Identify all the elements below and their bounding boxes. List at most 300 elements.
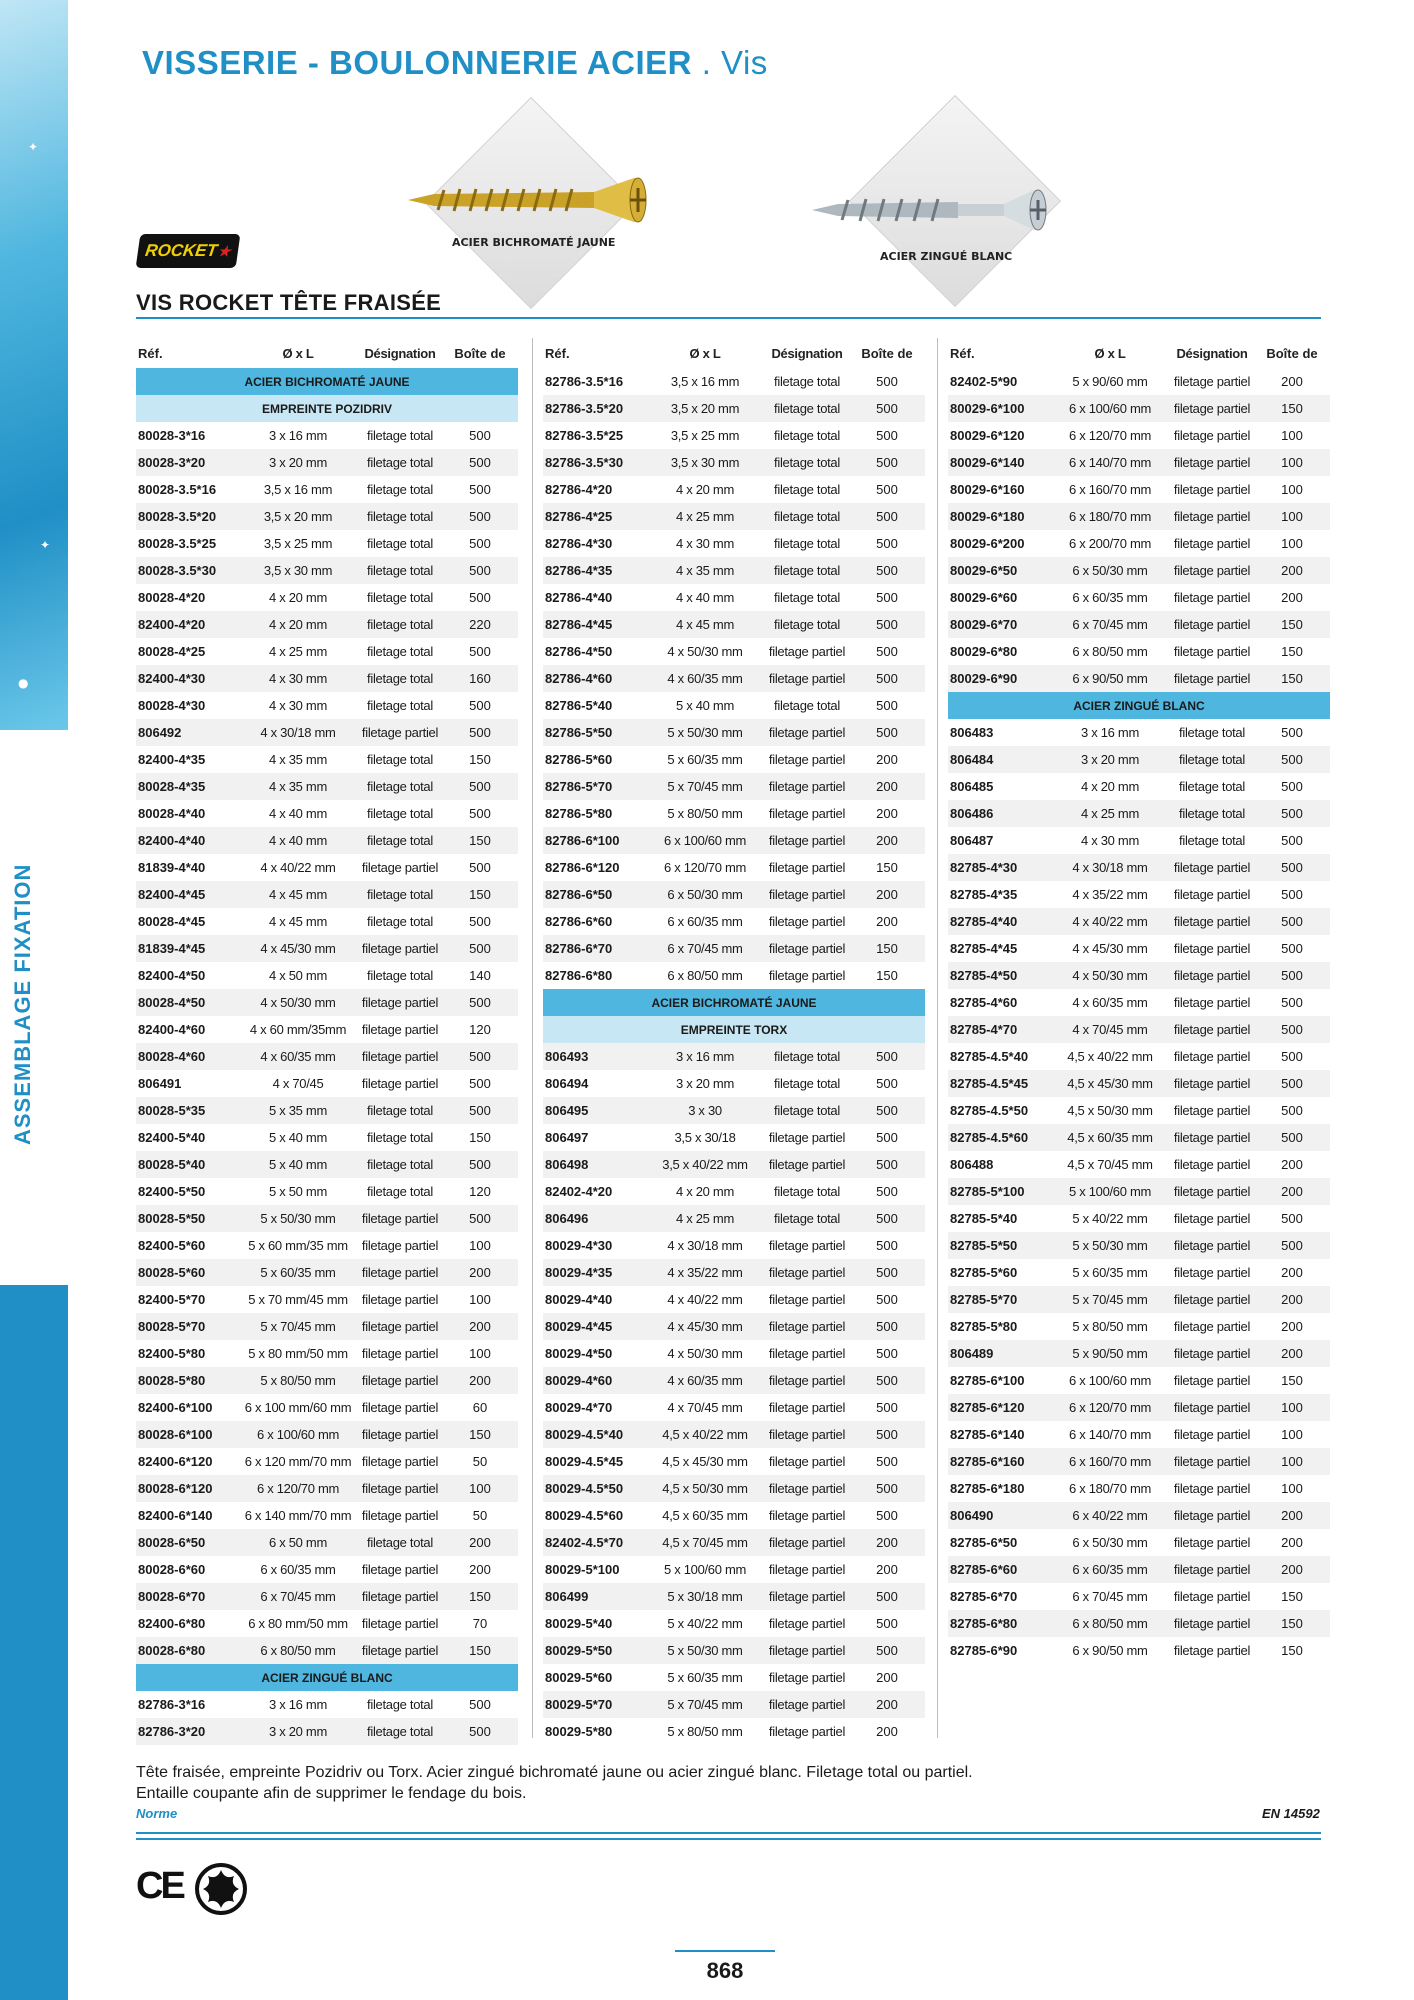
cell-box-qty: 500 <box>1281 995 1303 1010</box>
cell-ref: 82786-3.5*25 <box>545 428 624 443</box>
cell-ref: 806489 <box>950 1346 994 1361</box>
cell-designation: filetage partiel <box>361 1346 439 1361</box>
cell-ref: 80029-6*60 <box>950 590 1018 605</box>
cell-dimension: 3,5 x 25 mm <box>263 536 333 551</box>
table-row <box>948 1232 1330 1259</box>
table-row <box>136 503 518 530</box>
table-row <box>543 1313 925 1340</box>
cell-ref: 82785-4*50 <box>950 968 1018 983</box>
side-decor-strip <box>0 0 68 730</box>
cell-designation: filetage partiel <box>768 1238 846 1253</box>
table-row <box>543 1340 925 1367</box>
cell-designation: filetage total <box>367 509 433 524</box>
cell-box-qty: 220 <box>469 617 491 632</box>
table-row <box>948 368 1330 395</box>
cell-box-qty: 500 <box>1281 941 1303 956</box>
cell-dimension: 4 x 50/30 mm <box>667 1346 743 1361</box>
header-box: Boîte de <box>861 345 913 361</box>
cell-dimension: 4 x 40 mm <box>269 833 327 848</box>
cell-designation: filetage total <box>367 1103 433 1118</box>
cell-designation: filetage partiel <box>768 941 846 956</box>
cell-box-qty: 500 <box>876 509 898 524</box>
table-row <box>136 935 518 962</box>
cell-designation: filetage total <box>367 590 433 605</box>
cell-dimension: 6 x 50/30 mm <box>667 887 743 902</box>
cell-designation: filetage partiel <box>361 1022 439 1037</box>
cell-box-qty: 200 <box>1281 1562 1303 1577</box>
cell-ref: 82785-5*60 <box>950 1265 1018 1280</box>
cell-dimension: 3 x 20 mm <box>1081 752 1139 767</box>
cell-designation: filetage total <box>367 563 433 578</box>
cell-box-qty: 500 <box>1281 887 1303 902</box>
cell-designation: filetage partiel <box>1173 1076 1251 1091</box>
table-row <box>948 1313 1330 1340</box>
rocket-logo <box>136 234 241 268</box>
table-row <box>948 422 1330 449</box>
cell-box-qty: 200 <box>876 752 898 767</box>
cell-designation: filetage partiel <box>1173 1427 1251 1442</box>
cell-ref: 80028-4*50 <box>138 995 206 1010</box>
cell-dimension: 6 x 70/45 mm <box>1072 1589 1148 1604</box>
cell-dimension: 6 x 80/50 mm <box>260 1643 336 1658</box>
table-row <box>136 1448 518 1475</box>
cell-box-qty: 150 <box>469 887 491 902</box>
cell-box-qty: 500 <box>876 698 898 713</box>
cell-box-qty: 150 <box>1281 1589 1303 1604</box>
cell-dimension: 4,5 x 70/45 mm <box>1067 1157 1153 1172</box>
cell-designation: filetage partiel <box>1173 1292 1251 1307</box>
cell-dimension: 3 x 30 <box>688 1103 722 1118</box>
cell-box-qty: 500 <box>876 590 898 605</box>
cell-box-qty: 150 <box>1281 644 1303 659</box>
table-row <box>948 1556 1330 1583</box>
cell-designation: filetage partiel <box>1173 1346 1251 1361</box>
cell-box-qty: 200 <box>1281 374 1303 389</box>
table-row <box>543 665 925 692</box>
cell-dimension: 4 x 20 mm <box>1081 779 1139 794</box>
cell-box-qty: 500 <box>876 725 898 740</box>
cell-dimension: 4 x 45/30 mm <box>667 1319 743 1334</box>
cell-designation: filetage total <box>367 1130 433 1145</box>
cell-ref: 80029-4*30 <box>545 1238 613 1253</box>
cell-ref: 82786-6*60 <box>545 914 613 929</box>
footer-divider <box>136 1832 1321 1834</box>
cell-box-qty: 60 <box>472 1400 488 1415</box>
cell-dimension: 4 x 60/35 mm <box>1072 995 1148 1010</box>
subcategory-band: EMPREINTE TORX <box>543 1016 925 1043</box>
cell-designation: filetage partiel <box>1173 590 1251 605</box>
cell-ref: 82785-4*60 <box>950 995 1018 1010</box>
cell-dimension: 6 x 100/60 mm <box>1068 1373 1152 1388</box>
table-row <box>136 773 518 800</box>
footer-divider <box>136 1838 1321 1840</box>
cell-designation: filetage partiel <box>1173 860 1251 875</box>
cell-designation: filetage partiel <box>1173 1184 1251 1199</box>
cell-box-qty: 100 <box>1281 509 1303 524</box>
header-designation: Désignation <box>1176 345 1248 361</box>
cell-box-qty: 150 <box>469 752 491 767</box>
cell-ref: 82400-6*140 <box>138 1508 213 1523</box>
table-row <box>136 1691 518 1718</box>
cell-dimension: 4,5 x 45/30 mm <box>1067 1076 1153 1091</box>
table-row <box>543 881 925 908</box>
cell-designation: filetage partiel <box>768 644 846 659</box>
cell-ref: 80029-4*45 <box>545 1319 613 1334</box>
table-row <box>136 1151 518 1178</box>
cell-ref: 82785-5*100 <box>950 1184 1025 1199</box>
cell-designation: filetage partiel <box>1173 1454 1251 1469</box>
cell-dimension: 6 x 200/70 mm <box>1068 536 1152 551</box>
cell-dimension: 4,5 x 50/30 mm <box>1067 1103 1153 1118</box>
cell-ref: 806498 <box>545 1157 589 1172</box>
cell-box-qty: 200 <box>876 1562 898 1577</box>
cell-designation: filetage partiel <box>1173 941 1251 956</box>
cell-ref: 80029-5*80 <box>545 1724 613 1739</box>
table-row <box>136 638 518 665</box>
cell-dimension: 4 x 25 mm <box>676 1211 734 1226</box>
cell-designation: filetage total <box>774 617 840 632</box>
cell-designation: filetage total <box>367 617 433 632</box>
table-row <box>136 881 518 908</box>
cell-ref: 80029-4*50 <box>545 1346 613 1361</box>
cell-box-qty: 500 <box>469 644 491 659</box>
table-body <box>136 368 518 1745</box>
cell-dimension: 5 x 40 mm <box>676 698 734 713</box>
cell-ref: 82786-6*80 <box>545 968 613 983</box>
cell-ref: 80029-6*180 <box>950 509 1025 524</box>
cell-designation: filetage partiel <box>1173 374 1251 389</box>
cell-dimension: 6 x 50 mm <box>269 1535 327 1550</box>
cell-designation: filetage total <box>367 482 433 497</box>
cell-dimension: 4 x 60/35 mm <box>260 1049 336 1064</box>
cell-dimension: 6 x 60/35 mm <box>1072 590 1148 605</box>
cell-ref: 806494 <box>545 1076 589 1091</box>
cell-dimension: 4 x 20 mm <box>676 482 734 497</box>
cell-dimension: 4 x 50/30 mm <box>667 644 743 659</box>
table-row <box>543 719 925 746</box>
cell-ref: 80028-4*60 <box>138 1049 206 1064</box>
table-row <box>543 1718 925 1745</box>
cell-box-qty: 500 <box>876 1238 898 1253</box>
cell-dimension: 4 x 60 mm/35mm <box>249 1022 347 1037</box>
table-row <box>136 692 518 719</box>
table-row <box>136 422 518 449</box>
star-icon: ★ <box>217 242 232 259</box>
cell-ref: 82785-6*120 <box>950 1400 1025 1415</box>
table-row <box>543 935 925 962</box>
cell-box-qty: 100 <box>1281 428 1303 443</box>
cell-designation: filetage total <box>367 536 433 551</box>
cell-dimension: 6 x 100 mm/60 mm <box>244 1400 352 1415</box>
cell-box-qty: 100 <box>1281 1454 1303 1469</box>
cell-designation: filetage partiel <box>768 914 846 929</box>
cell-dimension: 4 x 60/35 mm <box>667 1373 743 1388</box>
cell-dimension: 3 x 20 mm <box>676 1076 734 1091</box>
cell-designation: filetage partiel <box>768 1589 846 1604</box>
table-row <box>543 746 925 773</box>
cell-designation: filetage total <box>774 1076 840 1091</box>
table-row <box>948 1259 1330 1286</box>
table-row <box>136 1529 518 1556</box>
cell-box-qty: 150 <box>469 1130 491 1145</box>
cell-dimension: 3 x 20 mm <box>269 1724 327 1739</box>
cell-ref: 82785-6*70 <box>950 1589 1018 1604</box>
cell-ref: 80029-4*35 <box>545 1265 613 1280</box>
cell-designation: filetage total <box>367 428 433 443</box>
cell-ref: 82785-4*45 <box>950 941 1018 956</box>
cell-ref: 82400-4*20 <box>138 617 206 632</box>
cell-box-qty: 500 <box>876 401 898 416</box>
cell-ref: 806491 <box>138 1076 182 1091</box>
cell-ref: 80028-6*60 <box>138 1562 206 1577</box>
cell-designation: filetage total <box>774 401 840 416</box>
cell-dimension: 4 x 40/22 mm <box>260 860 336 875</box>
cell-ref: 806496 <box>545 1211 589 1226</box>
cell-dimension: 4 x 45/30 mm <box>1072 941 1148 956</box>
cell-ref: 80028-3.5*30 <box>138 563 217 578</box>
cell-designation: filetage total <box>774 374 840 389</box>
table-row <box>136 530 518 557</box>
cell-dimension: 4 x 50 mm <box>269 968 327 983</box>
cell-ref: 80029-6*200 <box>950 536 1025 551</box>
cell-dimension: 6 x 50/30 mm <box>1072 1535 1148 1550</box>
cell-designation: filetage partiel <box>1173 1157 1251 1172</box>
table-row <box>543 827 925 854</box>
table-row <box>948 989 1330 1016</box>
cell-designation: filetage total <box>367 1724 433 1739</box>
cell-dimension: 6 x 120/70 mm <box>256 1481 340 1496</box>
table-row <box>543 1151 925 1178</box>
cell-designation: filetage total <box>367 644 433 659</box>
norme-value: EN 14592 <box>1262 1806 1320 1821</box>
cell-ref: 80028-4*45 <box>138 914 206 929</box>
heading-divider <box>136 317 1321 319</box>
cell-designation: filetage partiel <box>1173 1022 1251 1037</box>
cell-ref: 82785-5*50 <box>950 1238 1018 1253</box>
cell-dimension: 3,5 x 20 mm <box>670 401 740 416</box>
cell-ref: 80029-5*40 <box>545 1616 613 1631</box>
table-row <box>948 1070 1330 1097</box>
cell-designation: filetage total <box>1179 752 1245 767</box>
cell-box-qty: 500 <box>876 455 898 470</box>
cell-designation: filetage partiel <box>361 1319 439 1334</box>
cell-designation: filetage total <box>774 1049 840 1064</box>
table-row <box>948 1124 1330 1151</box>
cell-dimension: 3,5 x 20 mm <box>263 509 333 524</box>
table-row <box>543 503 925 530</box>
table-row <box>136 1583 518 1610</box>
cell-box-qty: 200 <box>876 1697 898 1712</box>
cell-box-qty: 100 <box>469 1238 491 1253</box>
cell-dimension: 3,5 x 16 mm <box>263 482 333 497</box>
cell-designation: filetage total <box>367 779 433 794</box>
table-row <box>543 1367 925 1394</box>
cell-box-qty: 500 <box>876 1184 898 1199</box>
cell-designation: filetage partiel <box>1173 1535 1251 1550</box>
cell-box-qty: 500 <box>1281 968 1303 983</box>
cell-dimension: 4 x 35 mm <box>269 779 327 794</box>
cell-dimension: 4 x 35/22 mm <box>667 1265 743 1280</box>
table-row <box>136 476 518 503</box>
cell-dimension: 4 x 45 mm <box>676 617 734 632</box>
cell-box-qty: 150 <box>876 860 898 875</box>
cell-box-qty: 200 <box>469 1562 491 1577</box>
table-row <box>543 962 925 989</box>
table-row <box>948 1475 1330 1502</box>
table-row <box>543 1421 925 1448</box>
cell-box-qty: 200 <box>876 806 898 821</box>
table-row <box>948 1367 1330 1394</box>
page-number: 868 <box>706 1958 744 1983</box>
cell-dimension: 5 x 70 mm/45 mm <box>248 1292 348 1307</box>
table-row <box>543 395 925 422</box>
table-row <box>543 1286 925 1313</box>
cell-designation: filetage total <box>1179 779 1245 794</box>
cell-box-qty: 500 <box>876 1346 898 1361</box>
cell-ref: 82785-4.5*40 <box>950 1049 1029 1064</box>
cell-dimension: 4 x 30 mm <box>676 536 734 551</box>
cell-dimension: 6 x 140 mm/70 mm <box>244 1508 352 1523</box>
table-row <box>948 1610 1330 1637</box>
cell-box-qty: 500 <box>1281 1022 1303 1037</box>
cell-dimension: 6 x 50/30 mm <box>1072 563 1148 578</box>
cell-box-qty: 500 <box>876 563 898 578</box>
cell-designation: filetage partiel <box>768 1535 846 1550</box>
cell-box-qty: 500 <box>876 1427 898 1442</box>
cell-designation: filetage partiel <box>1173 1562 1251 1577</box>
table-row <box>543 422 925 449</box>
cell-dimension: 3 x 16 mm <box>676 1049 734 1064</box>
cell-ref: 81839-4*45 <box>138 941 206 956</box>
cell-dimension: 4,5 x 60/35 mm <box>1067 1130 1153 1145</box>
cell-designation: filetage partiel <box>1173 563 1251 578</box>
cell-ref: 82400-4*45 <box>138 887 206 902</box>
cell-ref: 80028-6*80 <box>138 1643 206 1658</box>
cell-box-qty: 500 <box>876 428 898 443</box>
table-row <box>948 854 1330 881</box>
table-row <box>948 719 1330 746</box>
cell-ref: 82400-6*80 <box>138 1616 206 1631</box>
table-row <box>543 1583 925 1610</box>
cell-dimension: 5 x 35 mm <box>269 1103 327 1118</box>
cell-ref: 80028-4*25 <box>138 644 206 659</box>
cell-ref: 82400-4*60 <box>138 1022 206 1037</box>
cell-designation: filetage partiel <box>1173 401 1251 416</box>
table-header <box>136 338 518 368</box>
cell-dimension: 6 x 120 mm/70 mm <box>244 1454 352 1469</box>
cell-designation: filetage total <box>774 536 840 551</box>
cell-ref: 80028-5*50 <box>138 1211 206 1226</box>
table-row <box>948 1340 1330 1367</box>
side-strip-bottom <box>0 1285 68 2000</box>
cell-ref: 80029-4.5*60 <box>545 1508 624 1523</box>
cell-designation: filetage partiel <box>1173 1616 1251 1631</box>
cell-dimension: 5 x 50 mm <box>269 1184 327 1199</box>
ce-mark-icon: CE <box>136 1865 183 1907</box>
cell-ref: 82402-4*20 <box>545 1184 613 1199</box>
table-row <box>136 1043 518 1070</box>
cell-dimension: 6 x 60/35 mm <box>260 1562 336 1577</box>
cell-dimension: 4 x 50/30 mm <box>1072 968 1148 983</box>
cell-designation: filetage partiel <box>768 671 846 686</box>
cell-ref: 80029-6*70 <box>950 617 1018 632</box>
table-row <box>948 638 1330 665</box>
cell-designation: filetage partiel <box>1173 1643 1251 1658</box>
page-number-rule <box>675 1950 775 1952</box>
description-line: Tête fraisée, empreinte Pozidriv ou Torx. Acier zingué bichromaté jaune ou acier zingué blanc. Filetage total ou partiel. <box>136 1764 973 1781</box>
table-row <box>948 1583 1330 1610</box>
cell-box-qty: 500 <box>469 1211 491 1226</box>
cell-ref: 82785-4*30 <box>950 860 1018 875</box>
cell-dimension: 5 x 60/35 mm <box>667 1670 743 1685</box>
cell-box-qty: 500 <box>469 1697 491 1712</box>
cell-box-qty: 100 <box>1281 455 1303 470</box>
table-row <box>948 395 1330 422</box>
cell-designation: filetage partiel <box>768 1157 846 1172</box>
cell-box-qty: 500 <box>876 1589 898 1604</box>
cell-dimension: 6 x 120/70 mm <box>1068 1400 1152 1415</box>
table-row <box>948 1637 1330 1664</box>
table-body <box>543 368 925 1745</box>
cell-ref: 82785-5*80 <box>950 1319 1018 1334</box>
cell-dimension: 5 x 40 mm <box>269 1157 327 1172</box>
cell-ref: 80028-6*70 <box>138 1589 206 1604</box>
table-row <box>136 584 518 611</box>
cell-ref: 82786-3.5*16 <box>545 374 624 389</box>
cell-box-qty: 200 <box>876 887 898 902</box>
cell-ref: 82400-4*50 <box>138 968 206 983</box>
table-row <box>136 1556 518 1583</box>
sidebar-section-label <box>10 1097 36 1145</box>
cell-ref: 82786-4*35 <box>545 563 613 578</box>
cell-box-qty: 500 <box>876 1319 898 1334</box>
cell-ref: 806493 <box>545 1049 589 1064</box>
cell-box-qty: 150 <box>1281 1643 1303 1658</box>
cell-box-qty: 500 <box>876 1481 898 1496</box>
cell-dimension: 5 x 60 mm/35 mm <box>248 1238 348 1253</box>
table-row <box>543 449 925 476</box>
table-row <box>136 557 518 584</box>
cell-ref: 82786-5*60 <box>545 752 613 767</box>
cell-box-qty: 500 <box>469 509 491 524</box>
header-dim: Ø x L <box>282 345 314 361</box>
table-row <box>136 1259 518 1286</box>
cell-dimension: 3,5 x 30 mm <box>263 563 333 578</box>
cell-box-qty: 100 <box>469 1346 491 1361</box>
cell-box-qty: 150 <box>1281 1373 1303 1388</box>
table-row <box>948 557 1330 584</box>
cell-designation: filetage partiel <box>361 941 439 956</box>
table-row <box>136 1178 518 1205</box>
cell-designation: filetage total <box>367 806 433 821</box>
cell-box-qty: 500 <box>876 1049 898 1064</box>
header-designation: Désignation <box>771 345 843 361</box>
cell-designation: filetage total <box>774 1184 840 1199</box>
cell-designation: filetage partiel <box>768 1265 846 1280</box>
cell-box-qty: 120 <box>469 1022 491 1037</box>
cell-box-qty: 500 <box>876 617 898 632</box>
cell-designation: filetage partiel <box>361 1589 439 1604</box>
cell-designation: filetage total <box>367 671 433 686</box>
cell-box-qty: 500 <box>469 1157 491 1172</box>
cell-dimension: 6 x 100/60 mm <box>1068 401 1152 416</box>
cell-ref: 82785-6*180 <box>950 1481 1025 1496</box>
table-row <box>948 611 1330 638</box>
cell-dimension: 4 x 60/35 mm <box>667 671 743 686</box>
cell-designation: filetage partiel <box>361 1508 439 1523</box>
table-row <box>136 719 518 746</box>
cell-designation: filetage partiel <box>1173 617 1251 632</box>
